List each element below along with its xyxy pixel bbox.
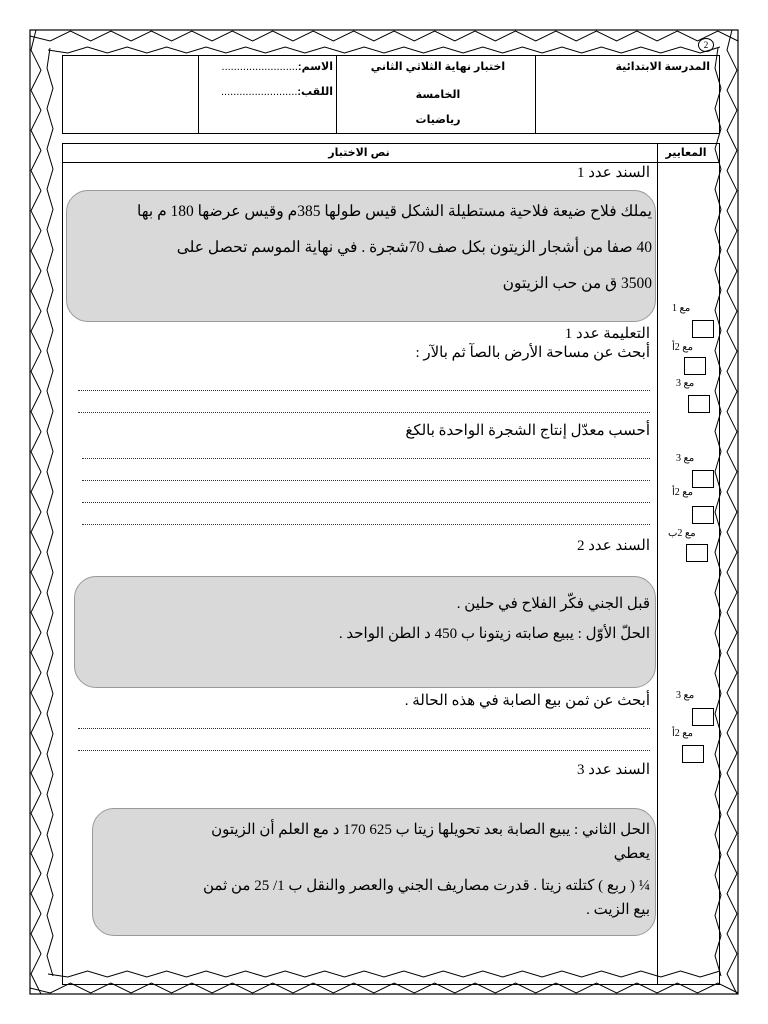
surname-dots: ......................... <box>220 86 298 98</box>
sanad1-line3: 3500 ق من حب الزيتون <box>502 275 652 292</box>
criterion-box-c3[interactable] <box>688 395 710 413</box>
criterion-label-c1: مع 1 <box>672 303 691 314</box>
sanad3-line3: ¼ ( ربع ) كتلته زيتا . قدرت مصاريف الجني والعصر والنقل ب 1/ 25 من ثمن <box>203 878 650 894</box>
instruction1-title: التعليمة عدد 1 <box>564 326 650 342</box>
answer-line[interactable] <box>78 390 650 391</box>
school-name: المدرسة الابتدائية <box>615 61 710 73</box>
answer-line[interactable] <box>82 480 650 481</box>
answer-line[interactable] <box>82 502 650 503</box>
criterion-label-c2a: مع 2أ <box>672 487 693 498</box>
answer-line[interactable] <box>82 458 650 459</box>
sanad1-title: السند عدد 1 <box>576 165 650 181</box>
criterion-label-c2a: مع 2أ <box>672 728 693 739</box>
surname-label: اللقب: <box>297 86 333 98</box>
sanad3-line4: بيع الزيت . <box>586 902 650 918</box>
criterion-label-c3: مع 3 <box>676 690 695 701</box>
criterion-label-c2a: مع 2أ <box>672 342 693 353</box>
criterion-box-c2b[interactable] <box>686 544 708 562</box>
sanad1-line2: 40 صفا من أشجار الزيتون بكل صف 70شجرة . في نهاية الموسم تحصل على <box>176 239 652 256</box>
criterion-box-c3[interactable] <box>692 470 714 488</box>
grade-label: الخامسة <box>415 89 461 101</box>
criterion-box-c3[interactable] <box>692 708 714 726</box>
name-label: الاسم: <box>297 61 333 73</box>
subject-label: رياضيات <box>415 114 461 126</box>
sanad3-line2: يعطي <box>613 846 650 862</box>
criterion-box-c2a[interactable] <box>692 506 714 524</box>
exam-title: اختبار نهاية الثلاثي الثاني <box>370 61 506 73</box>
answer-line[interactable] <box>78 750 650 751</box>
criterion-label-c3: مع 3 <box>676 378 695 389</box>
instruction1-q1: أبحث عن مساحة الأرض بالصآ ثم بالآر : <box>415 345 650 361</box>
answer-line[interactable] <box>78 412 650 413</box>
criterion-label-c2b: مع 2ب <box>668 528 696 539</box>
page-number: 2 <box>698 38 714 52</box>
sanad2-line1: قبل الجني فكّر الفلاح في حلين . <box>456 596 650 612</box>
sanad3-line1: الحل الثاني : يبيع الصابة بعد تحويلها زيتا ب 625 170 د مع العلم أن الزيتون <box>211 822 650 838</box>
sanad2-line2: الحلّ الأوّل : يبيع صابته زيتونا ب 450 د الطن الواحد . <box>338 626 650 642</box>
text-column-header: نص الاختبار <box>328 147 390 159</box>
answer-line[interactable] <box>78 728 650 729</box>
criterion-box-c1[interactable] <box>692 320 714 338</box>
name-dots: ......................... <box>221 61 298 73</box>
instruction1-q2: أحسب معدّل إنتاج الشجرة الواحدة بالكغ <box>405 423 650 439</box>
sanad3-title: السند عدد 3 <box>576 762 650 778</box>
sanad1-line1: يملك فلاح ضيعة فلاحية مستطيلة الشكل قيس طولها 385م وقيس عرضها 180 م بها <box>137 203 652 220</box>
criterion-box-c2a[interactable] <box>682 745 704 763</box>
sanad2-question: أبحث عن ثمن بيع الصابة في هذه الحالة . <box>404 693 650 709</box>
name-field <box>200 60 333 73</box>
surname-field <box>200 85 333 98</box>
answer-line[interactable] <box>82 524 650 525</box>
sanad2-title: السند عدد 2 <box>576 538 650 554</box>
criterion-label-c3: مع 3 <box>676 453 695 464</box>
criteria-column-header: المعايير <box>665 147 707 159</box>
criterion-box-c2a[interactable] <box>684 357 706 375</box>
